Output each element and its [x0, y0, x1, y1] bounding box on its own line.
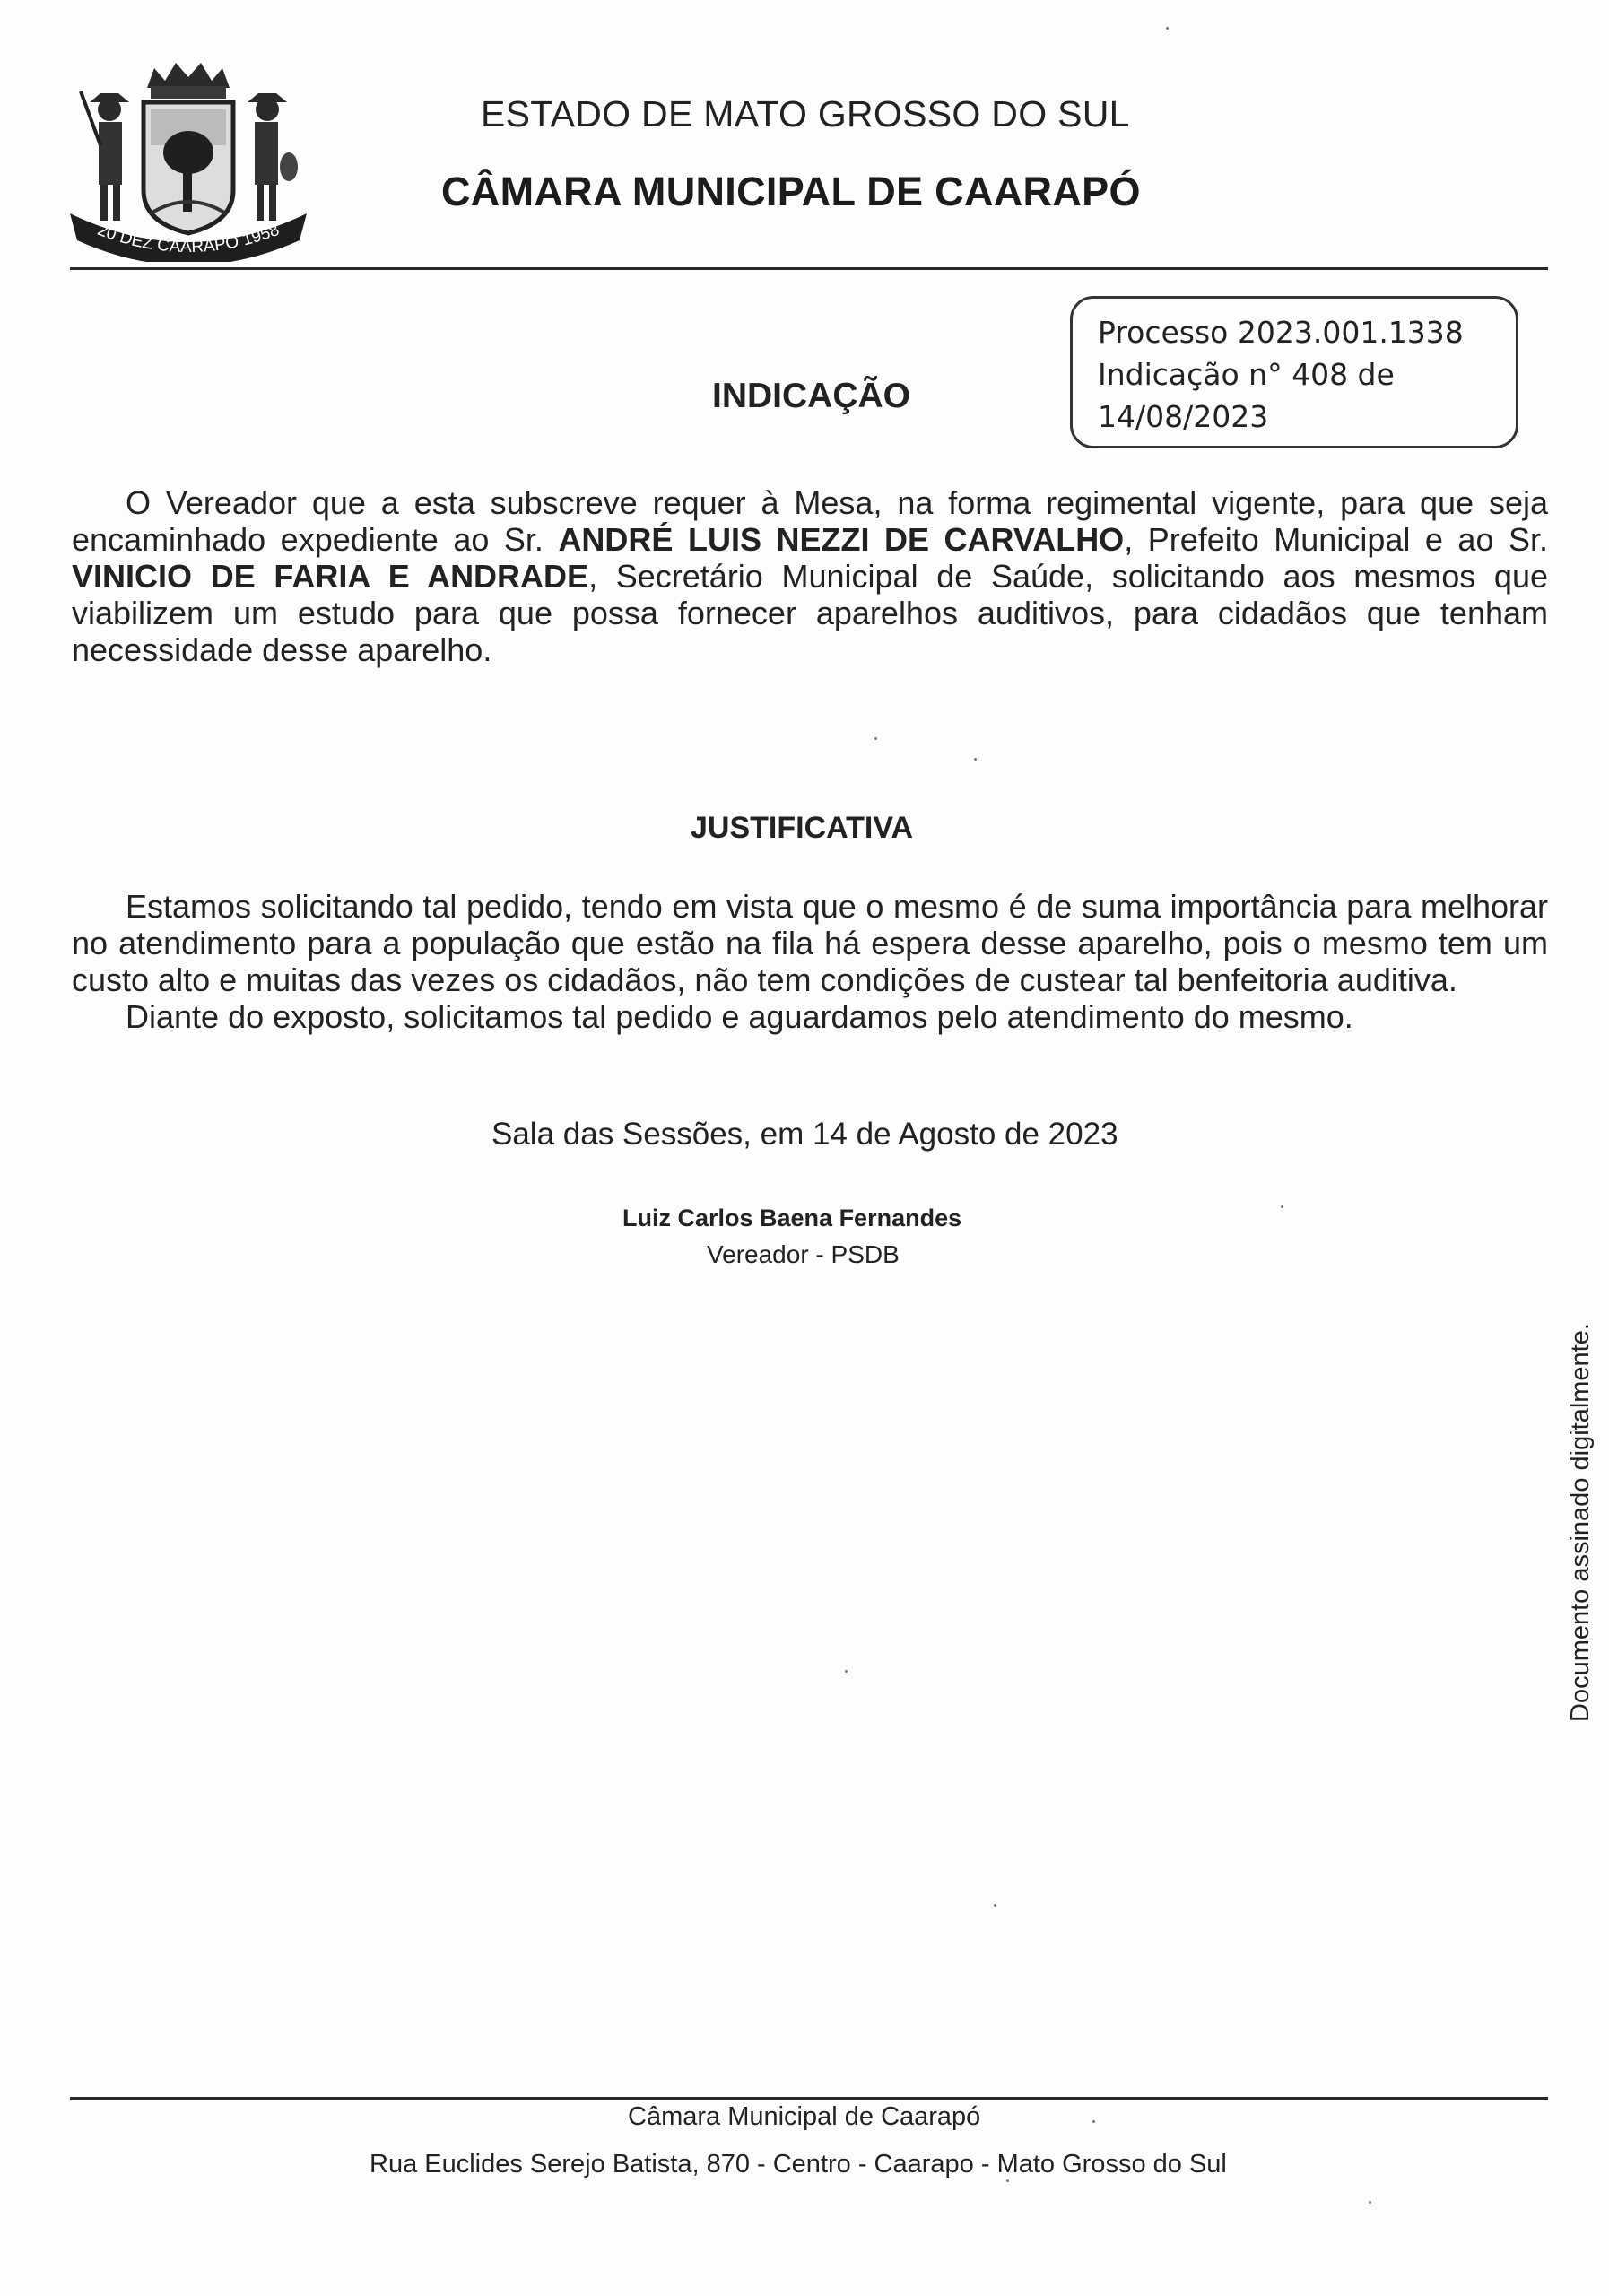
indicacao-body	[72, 484, 1548, 668]
scan-speck	[1006, 2179, 1009, 2182]
justificativa-paragraph-2: Diante do exposto, solicitamos tal pedido e aguardamos pelo atendimento do mesmo.	[126, 998, 1353, 1035]
stamp-indication-number: Indicação n° 408 de	[1098, 357, 1395, 392]
stamp-date: 14/08/2023	[1098, 399, 1269, 434]
health-secretary-name: VINICIO DE FARIA E ANDRADE	[72, 558, 589, 595]
place-and-date: Sala das Sessões, em 14 de Agosto de 2023	[491, 1117, 1118, 1152]
indicacao-text-1: O Vereador que a esta subscreve requer à Mesa, na forma regimental vigente, para que seja encaminhado expediente ao Sr.	[72, 484, 1548, 558]
justificativa-body	[72, 888, 1548, 1035]
municipal-crest-logo	[65, 56, 312, 262]
digital-signature-note: Documento assinado digitalmente.	[1566, 1323, 1595, 1722]
signer-name: Luiz Carlos Baena Fernandes	[622, 1205, 962, 1231]
footer-address: Rua Euclides Serejo Batista, 870 - Centro - Caarapo - Mato Grosso do Sul	[370, 2150, 1227, 2179]
header-chamber-name: CÂMARA MUNICIPAL DE CAARAPÓ	[441, 169, 1141, 214]
signer-role: Vereador - PSDB	[707, 1240, 900, 1268]
scan-speck	[1166, 27, 1169, 30]
indicacao-text-2: , Prefeito Municipal e ao Sr.	[1124, 521, 1548, 558]
justificativa-paragraph-1: Estamos solicitando tal pedido, tendo em vista que o mesmo é de suma importância para melhorar no atendimento para a população que estão na fila há espera desse aparelho, pois o mesmo tem um custo alto e muitas das vezes os cidadãos, não tem condições de custear tal benfeitoria auditiva.	[72, 888, 1548, 998]
scan-speck	[1281, 1205, 1283, 1208]
mayor-name: ANDRÉ LUIS NEZZI DE CARVALHO	[558, 521, 1125, 558]
process-stamp	[1070, 296, 1518, 448]
stamp-process-number: Processo 2023.001.1338	[1098, 315, 1464, 350]
scan-speck	[845, 1670, 848, 1673]
header-state-name: ESTADO DE MATO GROSSO DO SUL	[481, 93, 1130, 135]
scan-speck	[994, 1904, 996, 1907]
scan-speck	[1369, 2201, 1371, 2204]
scan-speck	[974, 758, 977, 761]
crest-ribbon-text: 20 DEZ CAARAPÓ 1958	[94, 220, 283, 257]
indicacao-text-3: , Secretário Municipal de Saúde, solicitando aos mesmos que viabilizem um estudo para que possa fornecer aparelhos auditivos, para cidadãos que tenham necessidade desse aparelho.	[72, 558, 1548, 668]
footer-institution: Câmara Municipal de Caarapó	[628, 2102, 981, 2131]
scan-speck	[874, 737, 877, 740]
justificativa-title: JUSTIFICATIVA	[691, 811, 914, 845]
footer-divider	[70, 2097, 1548, 2100]
scan-speck	[1092, 2120, 1095, 2123]
header-divider	[70, 267, 1548, 270]
indicacao-title: INDICAÇÃO	[712, 377, 910, 415]
